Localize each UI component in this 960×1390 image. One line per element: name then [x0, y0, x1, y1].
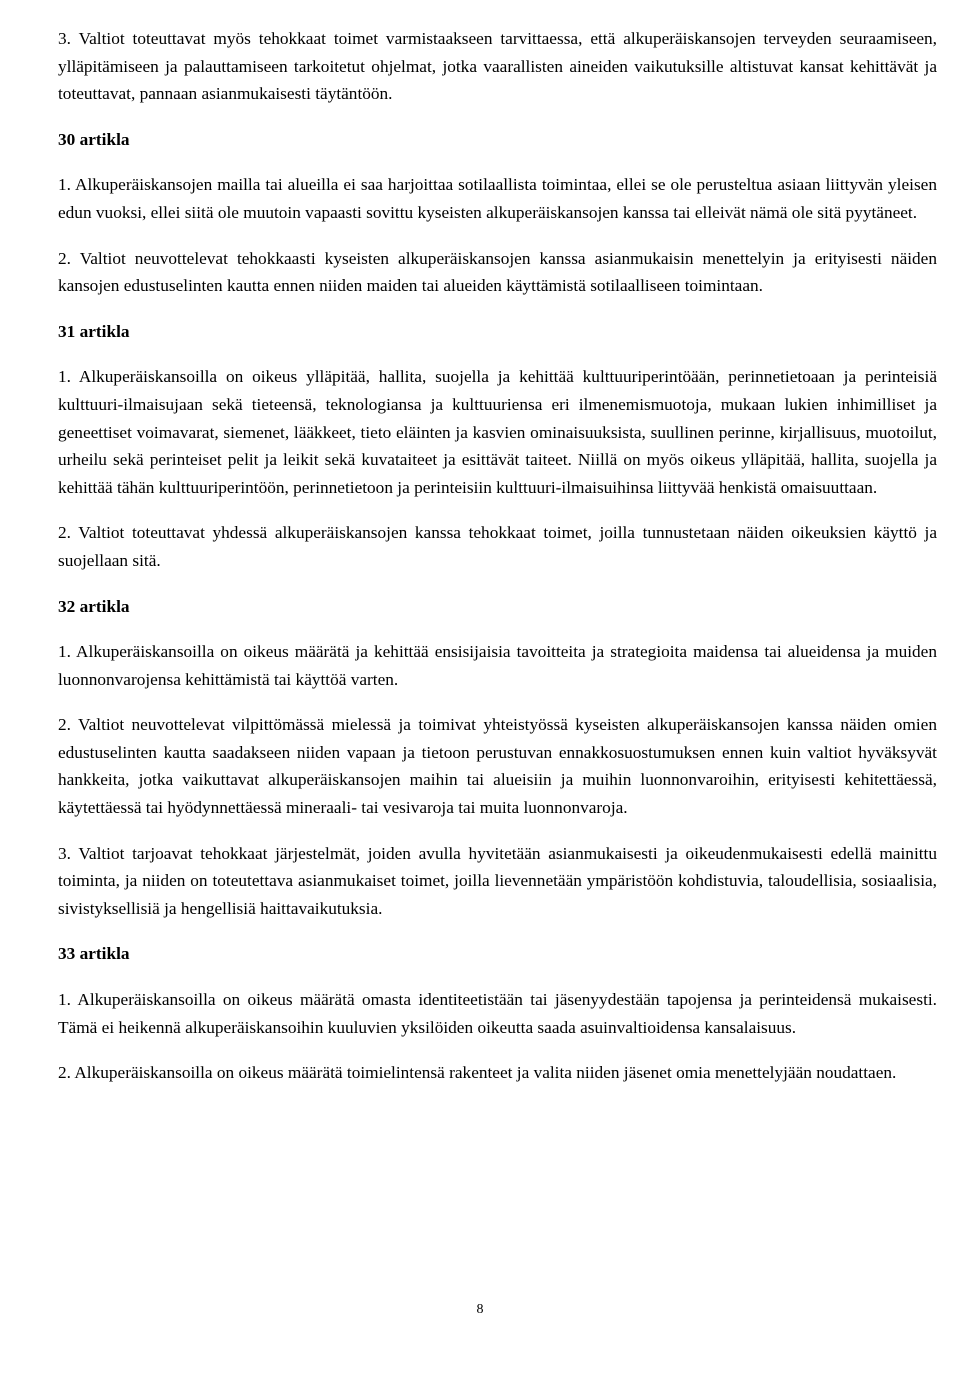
paragraph-article29-3: 3. Valtiot toteuttavat myös tehokkaat toimet varmistaakseen tarvittaessa, että alkuperäiskansojen terveyden seuraamiseen, ylläpitämiseen ja palauttamiseen tarkoitetut ohjelmat, jotka vaarallisten aineiden vaikutuksille altistuvat kansat kehittävät ja toteuttavat, pannaan asianmukaisesti täytäntöön.: [58, 29, 937, 104]
paragraph-article33-1: 1. Alkuperäiskansoilla on oikeus määrätä omasta identiteetistään tai jäsenyydestään tapojensa ja perinteidensä mukaisesti. Tämä ei heikennä alkuperäiskansoihin kuuluvien yksilöiden oikeutta saada asuinvaltioidensa kansalaisuus.: [58, 990, 937, 1037]
article-heading-32: 32 artikla: [58, 596, 130, 616]
page-number: 8: [476, 1302, 484, 1317]
paragraph-article32-1: 1. Alkuperäiskansoilla on oikeus määrätä ja kehittää ensisijaisia tavoitteita ja strategioita maidensa tai alueidensa ja muiden luonnonvarojensa kehittämistä tai käyttöä varten.: [58, 642, 937, 689]
article-heading-30: 30 artikla: [58, 129, 130, 149]
paragraph-article33-2: 2. Alkuperäiskansoilla on oikeus määrätä toimielintensä rakenteet ja valita niiden jäsenet omia menettelyjään noudattaen.: [58, 1063, 897, 1083]
paragraph-article32-2: 2. Valtiot neuvottelevat vilpittömässä mielessä ja toimivat yhteistyössä kyseisten alkuperäiskansojen kanssa näiden omien edustuselinten kautta saadakseen niiden vapaan ja tietoon perustuvan ennakkosuostumuksen ennen kuin valtiot hyväksyvät hankkeita, jotka vaikuttavat alkuperäiskansojen maihin tai alueisiin ja muihin luonnonvaroihin, erityisesti kehitettäessä, käytettäessä tai hyödynnettäessä mineraali- tai vesivaroja tai muita luonnonvaroja.: [58, 715, 937, 818]
paragraph-article30-1: 1. Alkuperäiskansojen mailla tai alueilla ei saa harjoittaa sotilaallista toimintaa, ellei se ole perusteltua asiaan liittyvän yleisen edun vuoksi, ellei siitä ole muutoin vapaasti sovittu kyseisten alkuperäiskansojen kanssa tai elleivät nämä ole sitä pyytäneet.: [58, 175, 937, 222]
paragraph-article32-3: 3. Valtiot tarjoavat tehokkaat järjestelmät, joiden avulla hyvitetään asianmukaisesti ja oikeudenmukaisesti edellä mainittu toiminta, ja niiden on toteutettava asianmukaiset toimet, joilla lievennetään ympäristöön kohdistuvia, taloudellisia, sosiaalisia, sivistyksellisiä ja hengellisiä haittavaikutuksia.: [58, 843, 937, 918]
paragraph-article31-1: 1. Alkuperäiskansoilla on oikeus ylläpitää, hallita, suojella ja kehittää kulttuuriperintöään, perinnetietoaan ja perinteisiä kulttuuri-ilmaisujaan sekä tieteensä, teknologiansa ja kulttuuriensa eri ilmenemismuotoja, mukaan lukien inhimilliset ja geneettiset voimavarat, siemenet, lääkkeet, tieto eläinten ja kasvien ominaisuuksista, suullinen perinne, kirjallisuus, muotoilut, urheilu sekä perinteiset pelit ja leikit sekä kuvataiteet ja esittävät taiteet. Niillä on myös oikeus ylläpitää, hallita, suojella ja kehittää tähän kulttuuriperintöön, perinnetietoon ja perinteisiin kulttuuri-ilmaisuihinsa liittyvää henkistä omaisuuttaan.: [58, 367, 937, 497]
paragraph-article30-2: 2. Valtiot neuvottelevat tehokkaasti kyseisten alkuperäiskansojen kanssa asianmukaisin menettelyin ja erityisesti näiden kansojen edustuselinten kautta ennen niiden maiden tai alueiden käyttämistä sotilaalliseen toimintaan.: [58, 248, 937, 296]
article-heading-33: 33 artikla: [58, 944, 130, 964]
article-heading-31: 31 artikla: [58, 321, 130, 341]
paragraph-article31-2: 2. Valtiot toteuttavat yhdessä alkuperäiskansojen kanssa tehokkaat toimet, joilla tunnustetaan näiden oikeuksien käyttö ja suojellaan sitä.: [58, 523, 937, 570]
document-body: [58, 25, 937, 1087]
